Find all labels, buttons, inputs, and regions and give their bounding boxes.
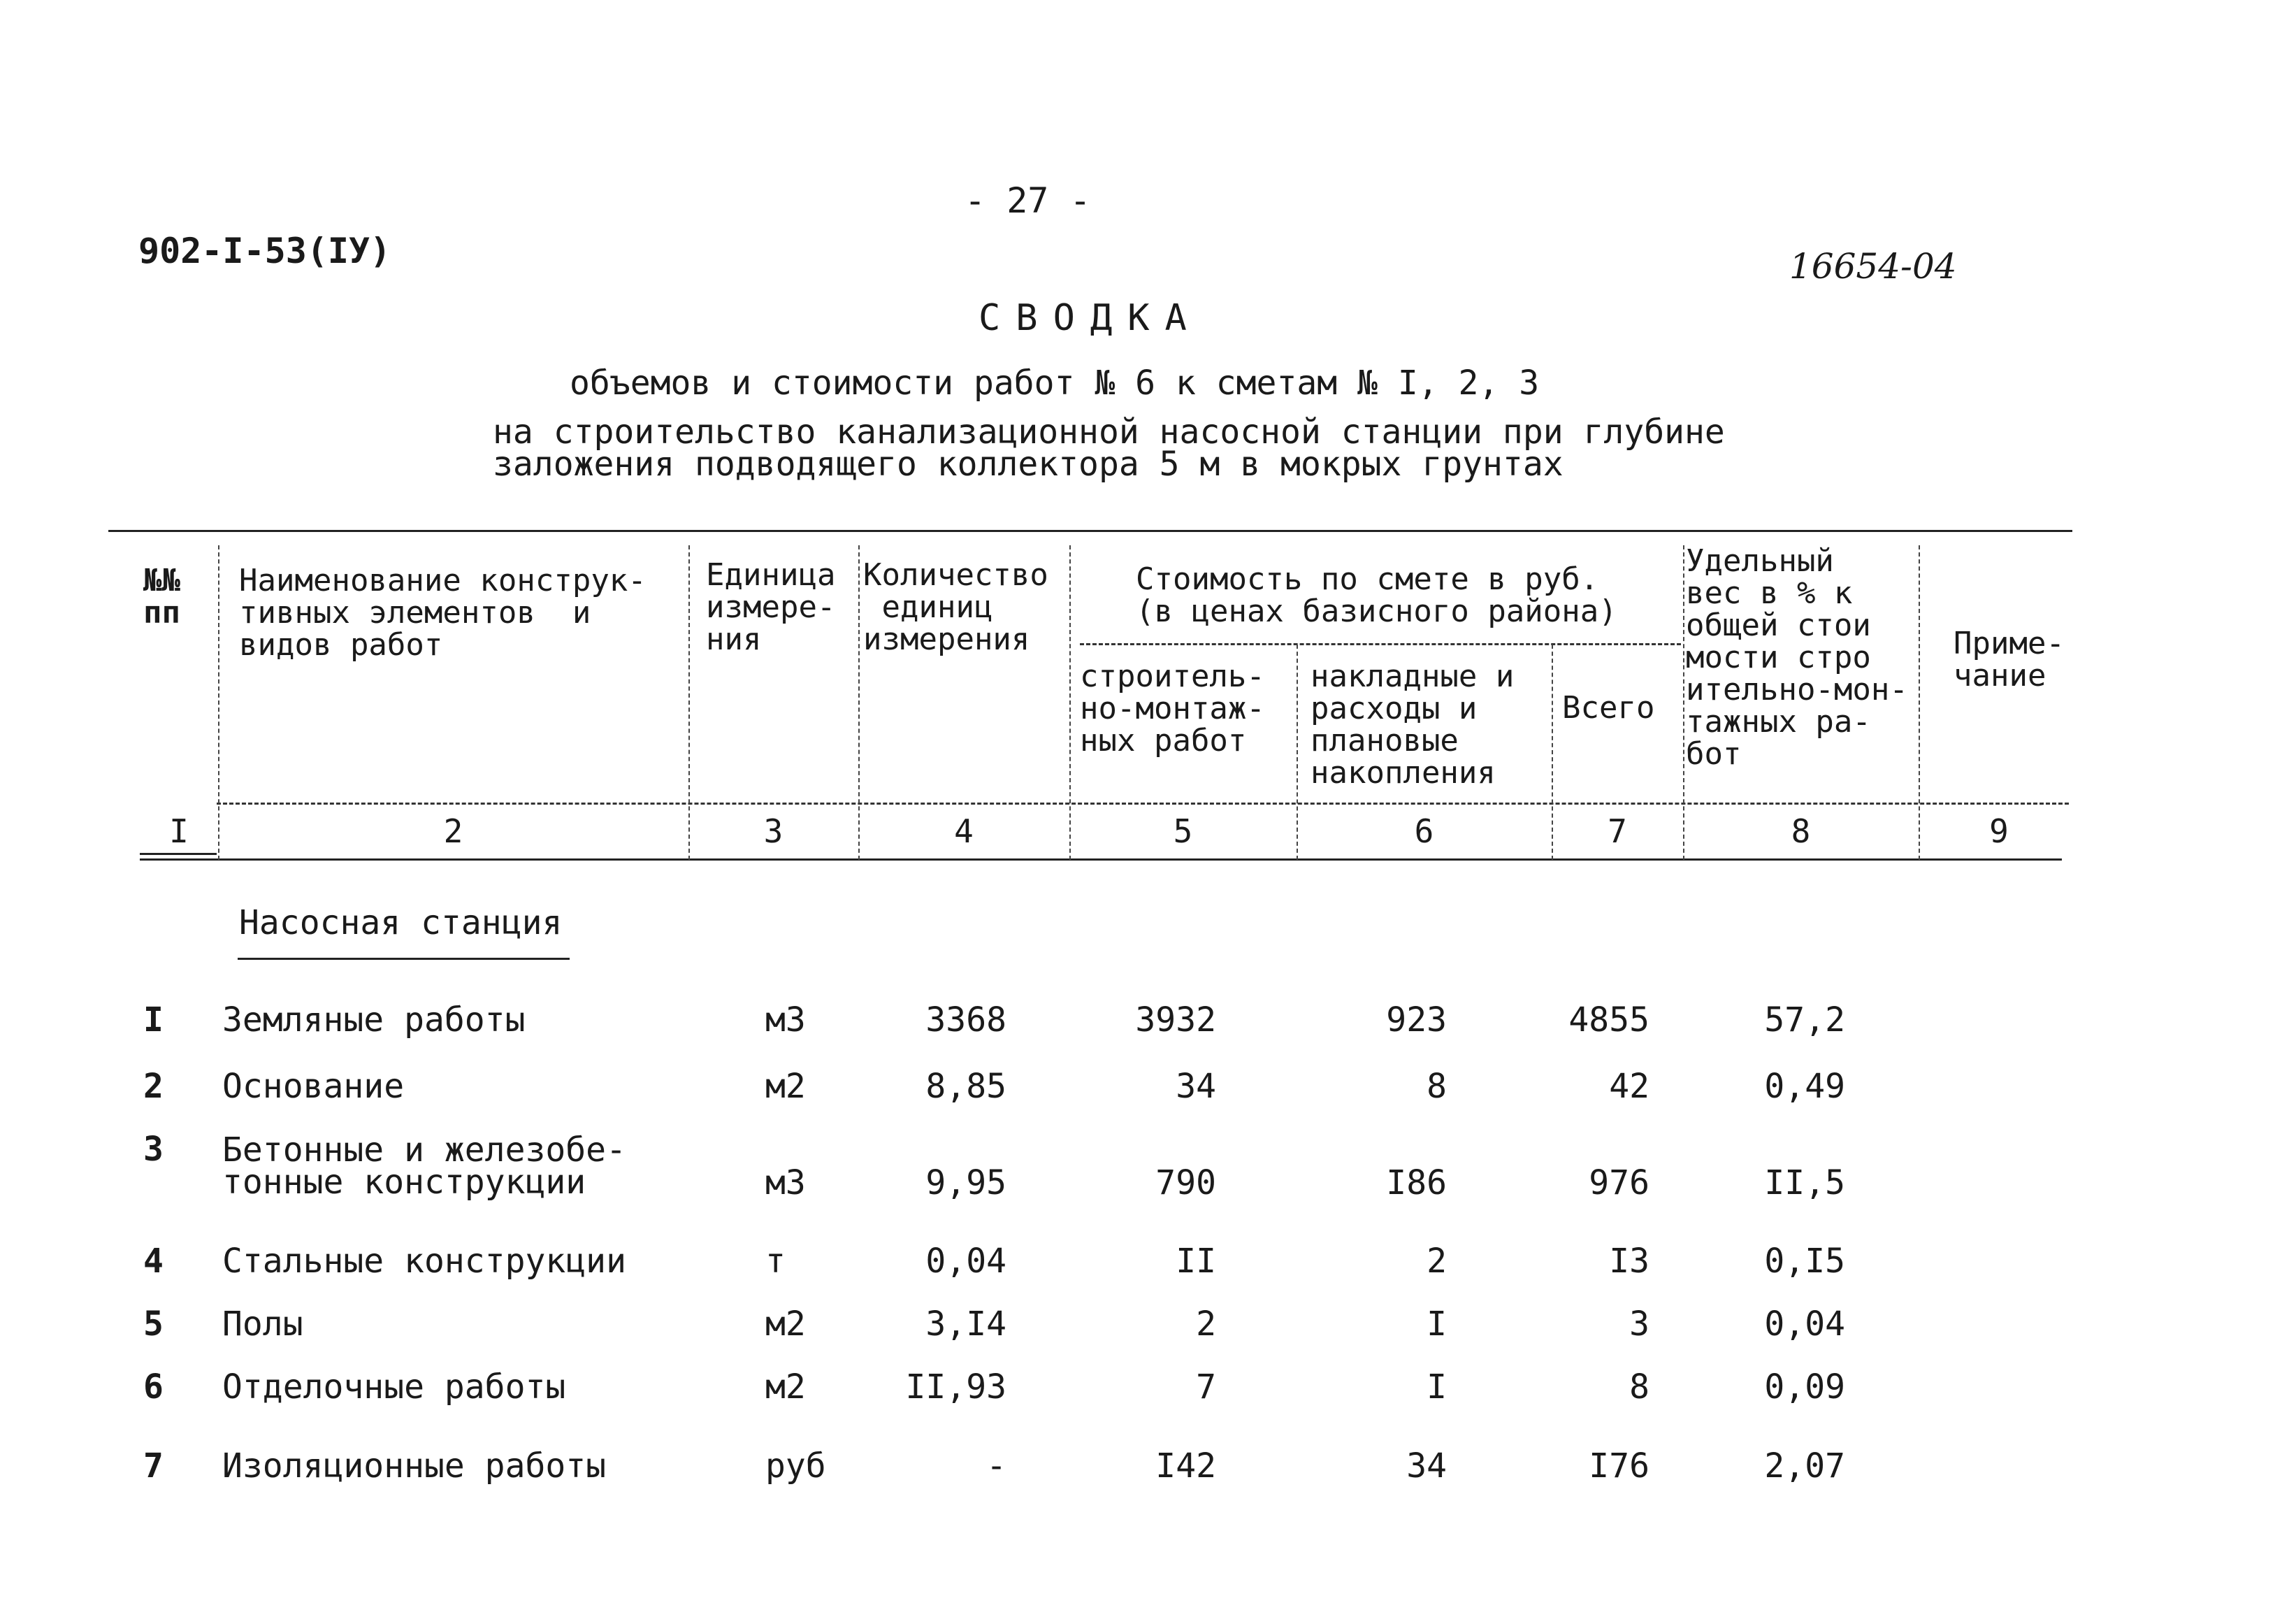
row-construction-cost: II: [1176, 1242, 1216, 1281]
row-overhead: I86: [1386, 1163, 1447, 1202]
row-overhead: 34: [1406, 1446, 1447, 1486]
row-share: 0,49: [1764, 1067, 1845, 1106]
row-total: 8: [1629, 1367, 1649, 1407]
page-title: СВОДКА: [979, 297, 1202, 339]
row-quantity: II,93: [905, 1367, 1006, 1407]
row-quantity: 9,95: [925, 1163, 1006, 1202]
row-name: Полы: [222, 1304, 303, 1344]
row-total: 42: [1609, 1067, 1649, 1106]
row-share: 0,I5: [1764, 1242, 1845, 1281]
row-share: 2,07: [1764, 1446, 1845, 1486]
row-overhead: 923: [1386, 1000, 1447, 1040]
row-construction-cost: 34: [1176, 1067, 1216, 1106]
subtitle-line-2: заложения подводящего коллектора 5 м в мокрых грунтах: [493, 445, 1564, 484]
row-share: 0,09: [1764, 1367, 1845, 1407]
row-share: 57,2: [1764, 1000, 1845, 1040]
row-construction-cost: 7: [1196, 1367, 1216, 1407]
header-bottom-rule: [217, 803, 2069, 805]
column-number: 4: [954, 812, 974, 850]
column-number: 6: [1414, 812, 1434, 850]
row-unit: м3: [765, 1163, 806, 1202]
row-name: Стальные конструкции: [222, 1242, 626, 1281]
header-unit: Единица измере- ния: [706, 557, 836, 657]
row-number: 6: [143, 1367, 164, 1407]
row-total: 4855: [1568, 1000, 1649, 1040]
row-number: 7: [143, 1446, 164, 1486]
row-unit: т: [765, 1242, 786, 1281]
row-number: I: [143, 1000, 164, 1040]
column-number: 7: [1608, 812, 1627, 850]
row-name: Отделочные работы: [222, 1367, 566, 1407]
subtitle-line-1: на строительство канализационной насосной станции при глубине: [493, 412, 1725, 452]
row-construction-cost: 3932: [1135, 1000, 1216, 1040]
first-column-underline: [140, 853, 217, 855]
table-top-rule: [108, 530, 2072, 532]
row-unit: м2: [765, 1067, 806, 1106]
row-name: Бетонные и железобе- тонные конструкции: [222, 1130, 626, 1202]
cost-group-rule: [1080, 643, 1681, 645]
row-quantity: 3,I4: [925, 1304, 1006, 1344]
row-number: 2: [143, 1067, 164, 1106]
subtitle-description: [493, 412, 1725, 484]
row-quantity: 3368: [925, 1000, 1006, 1040]
row-name: Земляные работы: [222, 1000, 526, 1040]
column-number: I: [169, 812, 189, 850]
header-name: Наименование конструк- тивных элементов и видов работ: [239, 563, 647, 663]
header-note: Приме- чание: [1954, 626, 2065, 693]
column-number: 9: [1989, 812, 2009, 850]
row-total: I3: [1609, 1242, 1649, 1281]
row-number: 4: [143, 1242, 164, 1281]
column-number-rule: [140, 858, 2062, 861]
row-number: 5: [143, 1304, 164, 1344]
row-name: Основание: [222, 1067, 405, 1106]
row-quantity: -: [986, 1446, 1006, 1486]
row-quantity: 0,04: [925, 1242, 1006, 1281]
row-share: II,5: [1764, 1163, 1845, 1202]
row-unit: руб: [765, 1446, 826, 1486]
row-unit: м3: [765, 1000, 806, 1040]
subtitle: объемов и стоимости работ № 6 к сметам № I, 2, 3: [570, 364, 1540, 403]
row-unit: м2: [765, 1367, 806, 1407]
row-total: 976: [1589, 1163, 1649, 1202]
row-unit: м2: [765, 1304, 806, 1344]
row-name: Изоляционные работы: [222, 1446, 607, 1486]
row-total: I76: [1589, 1446, 1649, 1486]
section-title: Насосная станция: [239, 903, 563, 942]
document-code: 902-I-53(IУ): [138, 231, 391, 271]
section-underline: [238, 958, 570, 960]
header-construction-cost: строитель- но-монтаж- ных работ: [1080, 659, 1265, 759]
header-overhead: накладные и расходы и плановые накопления: [1311, 659, 1515, 791]
page-number: - 27 -: [965, 180, 1091, 221]
archive-number: 16654-04: [1789, 246, 1957, 287]
header-quantity: Количество единиц измерения: [863, 557, 1048, 657]
column-number: 5: [1173, 812, 1193, 850]
row-quantity: 8,85: [925, 1067, 1006, 1106]
row-construction-cost: 2: [1196, 1304, 1216, 1344]
column-number: 8: [1791, 812, 1811, 850]
row-overhead: 8: [1427, 1067, 1447, 1106]
row-overhead: 2: [1427, 1242, 1447, 1281]
column-number: 2: [443, 812, 463, 850]
row-total: 3: [1629, 1304, 1649, 1344]
row-overhead: I: [1427, 1367, 1447, 1407]
row-construction-cost: 790: [1155, 1163, 1216, 1202]
row-overhead: I: [1427, 1304, 1447, 1344]
header-share: Удельный вес в % к общей стои мости стро ительно-мон- тажных ра- бот: [1686, 543, 1908, 772]
column-number: 3: [763, 812, 784, 850]
row-number: 3: [143, 1130, 164, 1169]
header-total: Всего: [1562, 690, 1655, 726]
header-cost-group: Стоимость по смете в руб. (в ценах базисного района): [1136, 561, 1617, 629]
row-construction-cost: I42: [1155, 1446, 1216, 1486]
header-number: №№ пп: [143, 563, 180, 631]
row-share: 0,04: [1764, 1304, 1845, 1344]
